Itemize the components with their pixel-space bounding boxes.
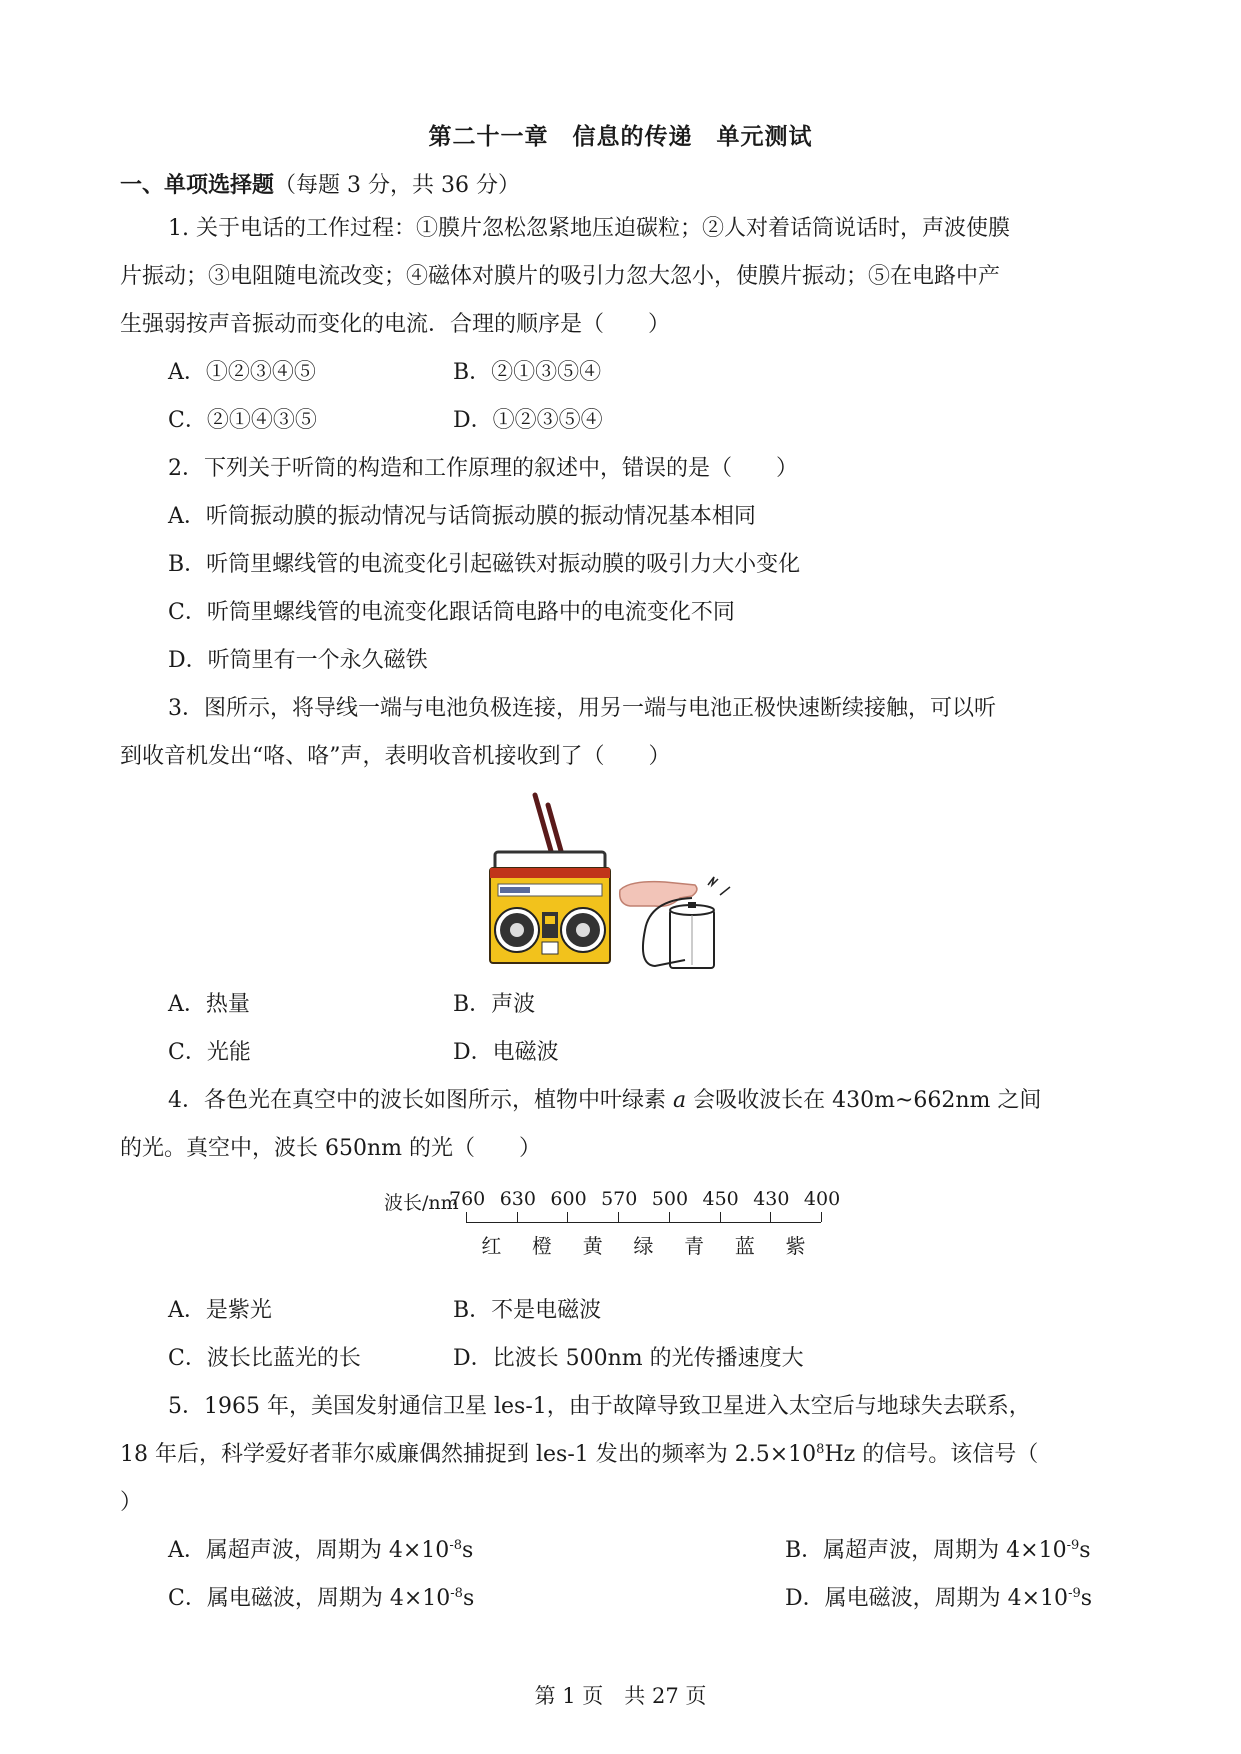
- q5-stem-text-b: Hz 的信号。该信号（: [824, 1442, 1039, 1467]
- q4-stem-line2: 的光。真空中，波长 650nm 的光（ ）: [120, 1136, 542, 1161]
- spectrum-tick-label: 400: [803, 1188, 841, 1210]
- spectrum-tick-mark: [517, 1212, 518, 1222]
- spectrum-color-name: 红: [481, 1234, 502, 1258]
- q5-option-c-exponent: -8: [450, 1586, 463, 1601]
- spectrum-tick-label: 760: [449, 1188, 486, 1210]
- section-title: 一、单项选择题: [120, 173, 275, 198]
- spectrum-tick-mark: [618, 1212, 619, 1222]
- spectrum-unit-label: 波长/nm: [384, 1192, 459, 1214]
- q1-stem-line2: 片振动；③电阻随电流改变；④磁体对膜片的吸引力忽大忽小，使膜片振动；⑤在电路中产: [120, 264, 1001, 289]
- q3-stem-line2: 到收音机发出“咯、咯”声，表明收音机接收到了（ ）: [120, 744, 671, 769]
- spectrum-tick-mark: [466, 1212, 467, 1222]
- page-footer: 第 1 页 共 27 页: [534, 1684, 707, 1708]
- q4-option-b: B．不是电磁波: [453, 1298, 602, 1323]
- spectrum-tick-mark: [821, 1212, 822, 1222]
- q1-stem-line1: 1. 关于电话的工作过程：①膜片忽松忽紧地压迫碳粒；②人对着话筒说话时，声波使膜: [168, 216, 1010, 241]
- q4-stem-text-a: 4．各色光在真空中的波长如图所示，植物中叶绿素: [168, 1088, 673, 1113]
- q4-stem-text-b: 会吸收波长在 430m~662nm 之间: [686, 1088, 1042, 1113]
- q5-stem-exponent: 8: [816, 1442, 825, 1457]
- radio-illustration: [480, 790, 760, 970]
- q4-stem-variable: a: [673, 1088, 687, 1113]
- q5-option-c-text: C．属电磁波，周期为 4×10: [168, 1586, 451, 1611]
- q1-option-b: B．②①③⑤④: [453, 360, 602, 385]
- spectrum-tick-mark: [669, 1212, 670, 1222]
- q5-option-a: [168, 1536, 473, 1566]
- radio-battery-figure: [480, 790, 760, 974]
- spectrum-tick-label: 500: [651, 1188, 689, 1210]
- q5-stem-text-a: 18 年后，科学爱好者菲尔威廉偶然捕捉到 les-1 发出的频率为 2.5×10: [120, 1442, 817, 1467]
- q4-option-d: D．比波长 500nm 的光传播速度大: [453, 1346, 804, 1371]
- spectrum-tick-label: 630: [499, 1188, 536, 1210]
- q5-option-b-exponent: -9: [1066, 1538, 1080, 1553]
- q3-option-c: C．光能: [168, 1040, 251, 1065]
- spectrum-tick-mark: [567, 1212, 568, 1222]
- q4-stem-line1: [168, 1086, 1041, 1116]
- spectrum-color-name: 橙: [532, 1234, 553, 1258]
- q1-stem-line3: 生强弱按声音振动而变化的电流．合理的顺序是（ ）: [120, 312, 671, 337]
- q2-stem: 2．下列关于听筒的构造和工作原理的叙述中，错误的是（ ）: [168, 456, 798, 481]
- q5-stem-line1: 5．1965 年，美国发射通信卫星 les-1，由于故障导致卫星进入太空后与地球失去联系，: [168, 1394, 1031, 1419]
- q4-option-c: C．波长比蓝光的长: [168, 1346, 361, 1371]
- q5-option-a-exponent: -8: [449, 1538, 462, 1553]
- spectrum-color-name: 青: [684, 1234, 705, 1258]
- spectrum-color-name: 绿: [633, 1234, 654, 1258]
- q5-option-a-unit: s: [461, 1538, 474, 1563]
- q5-stem-line2: [120, 1440, 1038, 1470]
- spectrum-color-name: 黄: [582, 1234, 603, 1258]
- q4-option-a: A．是紫光: [168, 1298, 272, 1323]
- section-note: （每题 3 分，共 36 分）: [274, 173, 520, 198]
- q3-option-d: D．电磁波: [453, 1040, 559, 1065]
- spectrum-tick-mark: [770, 1212, 771, 1222]
- q5-option-b-unit: s: [1079, 1538, 1091, 1563]
- q1-option-a: A．①②③④⑤: [168, 360, 316, 385]
- spectrum-tick-label: 600: [550, 1188, 587, 1210]
- spectrum-color-name: 紫: [785, 1234, 806, 1258]
- q3-stem-line1: 3．图所示，将导线一端与电池负极连接，用另一端与电池正极快速断续接触，可以听: [168, 696, 996, 721]
- spectrum-tick-mark: [720, 1212, 721, 1222]
- spectrum-tick-label: 430: [753, 1188, 790, 1210]
- q5-option-b: [785, 1536, 1091, 1566]
- q5-stem-line3: ）: [120, 1490, 143, 1515]
- q3-option-a: A．热量: [168, 992, 250, 1017]
- q5-option-b-text: B．属超声波，周期为 4×10: [785, 1538, 1067, 1563]
- q2-option-b: B．听筒里螺线管的电流变化引起磁铁对振动膜的吸引力大小变化: [168, 552, 801, 577]
- q5-option-d: [785, 1584, 1092, 1614]
- q2-option-a: A．听筒振动膜的振动情况与话筒振动膜的振动情况基本相同: [168, 504, 756, 529]
- spectrum-axis-line: [466, 1222, 821, 1223]
- q2-option-d: D．听筒里有一个永久磁铁: [168, 648, 428, 673]
- q5-option-d-unit: s: [1080, 1586, 1093, 1611]
- spectrum-tick-label: 450: [702, 1188, 739, 1210]
- q1-option-d: D．①②③⑤④: [453, 408, 603, 433]
- section-heading: [120, 168, 520, 199]
- q3-option-b: B．声波: [453, 992, 536, 1017]
- q5-option-d-exponent: -9: [1068, 1586, 1081, 1601]
- q5-option-c: [168, 1584, 474, 1614]
- q2-option-c: C．听筒里螺线管的电流变化跟话筒电路中的电流变化不同: [168, 600, 735, 625]
- spectrum-tick-label: 570: [601, 1188, 638, 1210]
- q5-option-a-text: A．属超声波，周期为 4×10: [168, 1538, 450, 1563]
- wavelength-spectrum-figure: [384, 1182, 864, 1262]
- spectrum-color-name: 蓝: [734, 1234, 755, 1258]
- q5-option-c-unit: s: [462, 1586, 475, 1611]
- q1-option-c: C．②①④③⑤: [168, 408, 317, 433]
- page-title: 第二十一章 信息的传递 单元测试: [428, 124, 813, 150]
- q5-option-d-text: D．属电磁波，周期为 4×10: [785, 1586, 1069, 1611]
